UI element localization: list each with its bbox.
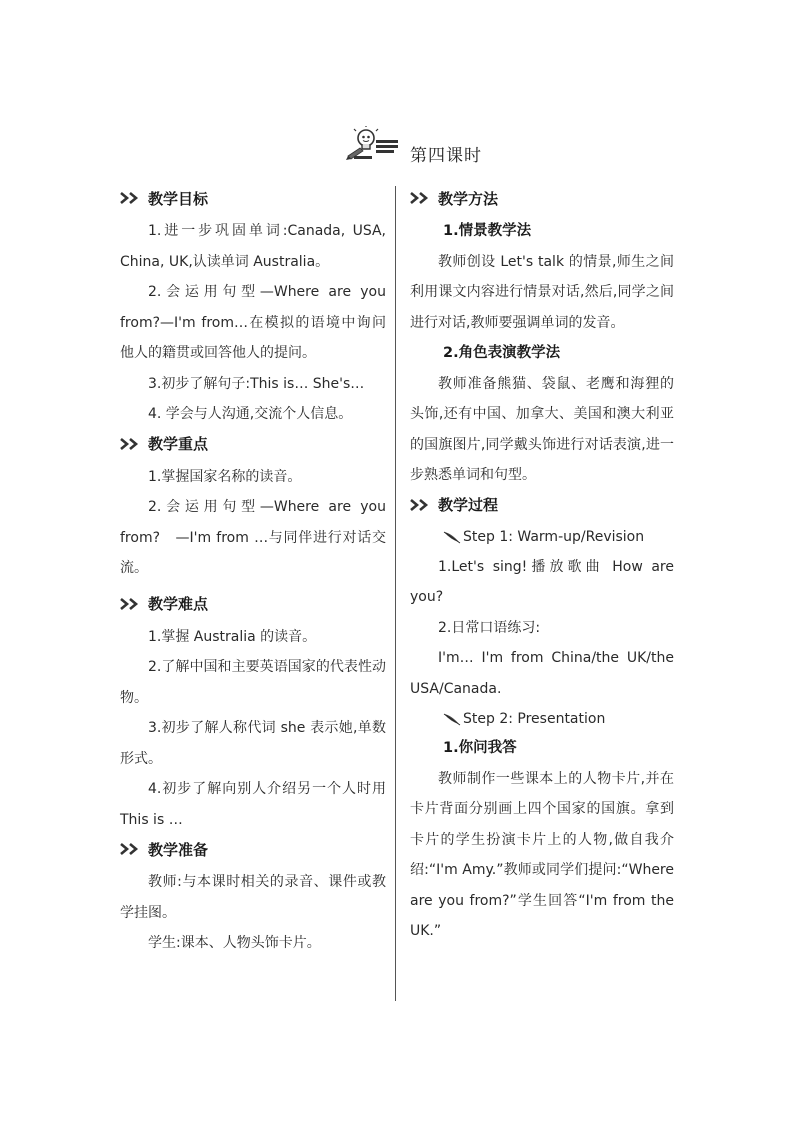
double-chevron-icon: [120, 438, 142, 450]
heading-text: 教学过程: [438, 496, 499, 514]
method-title: 1.情景教学法: [443, 223, 532, 239]
heading-text: 教学方法: [438, 189, 499, 208]
column-divider: [395, 186, 396, 1001]
double-chevron-icon: [410, 499, 432, 511]
step-heading: [410, 704, 674, 733]
quill-icon: [443, 712, 461, 726]
lesson-title: 第四课时: [410, 146, 482, 166]
lightbulb-logo-icon: [346, 126, 404, 162]
objective-item: 1.进一步巩固单词:Canada, USA, China, UK,认读单词 Australia。: [120, 223, 386, 270]
section-heading-preparation: [120, 835, 386, 863]
objective-item: 2.会运用句型—Where are you from?—I'm from…在模拟的语境中询问他人的籍贯或回答他人的提问。: [120, 284, 386, 361]
heading-text: 教学重点: [148, 435, 209, 453]
method-text: 教师准备熊猫、袋鼠、老鹰和海狸的头饰,还有中国、加拿大、美国和澳大利亚的国旗图片,同学戴头饰进行对话表演,进一步熟悉单词和句型。: [410, 375, 674, 483]
difficulty-item: 3.初步了解人称代词 she 表示她,单数形式。: [120, 720, 386, 767]
step-label: Step 1: Warm-up/Revision: [463, 529, 645, 545]
heading-text: 教学难点: [148, 595, 209, 613]
method-title: 2.角色表演教学法: [443, 345, 561, 361]
process-text: I'm… I'm from China/the UK/the USA/Canada.: [410, 650, 674, 697]
section-heading-objectives: [120, 184, 386, 212]
difficulty-item: 4.初步了解向别人介绍另一个人时用 This is …: [120, 781, 386, 828]
section-heading-difficulties: [120, 590, 386, 618]
process-text: 教师制作一些课本上的人物卡片,并在卡片背面分别画上四个国家的国旗。拿到卡片的学生扮演卡片上的人物,做自我介绍:“I'm Amy.”教师或同学们提问:“Where are you from?”学生回答“I'm from the UK.”: [410, 770, 674, 939]
step-label: Step 2: Presentation: [463, 710, 606, 727]
heading-text: 教学目标: [148, 189, 209, 208]
difficulty-item: 2.了解中国和主要英语国家的代表性动物。: [120, 659, 386, 706]
step-heading: [410, 523, 674, 552]
process-text: 1.Let's sing!播放歌曲 How are you?: [410, 558, 674, 605]
section-heading-methods: [410, 184, 674, 212]
double-chevron-icon: [120, 843, 142, 855]
process-text: 2.日常口语练习:: [438, 619, 541, 636]
objective-item: 3.初步了解句子:This is… She's…: [148, 375, 365, 392]
key-point-item: 2.会运用句型—Where are you from? —I'm from …与同伴进行对话交流。: [120, 499, 386, 576]
double-chevron-icon: [120, 192, 142, 204]
right-column: [410, 184, 674, 947]
activity-title: 1.你问我答: [443, 740, 517, 756]
section-heading-process: [410, 491, 674, 519]
section-heading-key-points: [120, 430, 386, 458]
preparation-item: 教师:与本课时相关的录音、课件或教学挂图。: [120, 874, 386, 921]
double-chevron-icon: [120, 598, 142, 610]
heading-text: 教学准备: [148, 840, 209, 859]
left-column: [120, 184, 386, 959]
preparation-item: 学生:课本、人物头饰卡片。: [148, 935, 321, 951]
lesson-header: [346, 126, 546, 166]
quill-icon: [443, 530, 461, 544]
double-chevron-icon: [410, 192, 432, 204]
difficulty-item: 1.掌握 Australia 的读音。: [148, 628, 317, 645]
key-point-item: 1.掌握国家名称的读音。: [148, 468, 302, 485]
objective-item: 4. 学会与人沟通,交流个人信息。: [148, 406, 353, 422]
method-text: 教师创设 Let's talk 的情景,师生之间利用课文内容进行情景对话,然后,同学之间进行对话,教师要强调单词的发音。: [410, 253, 674, 331]
